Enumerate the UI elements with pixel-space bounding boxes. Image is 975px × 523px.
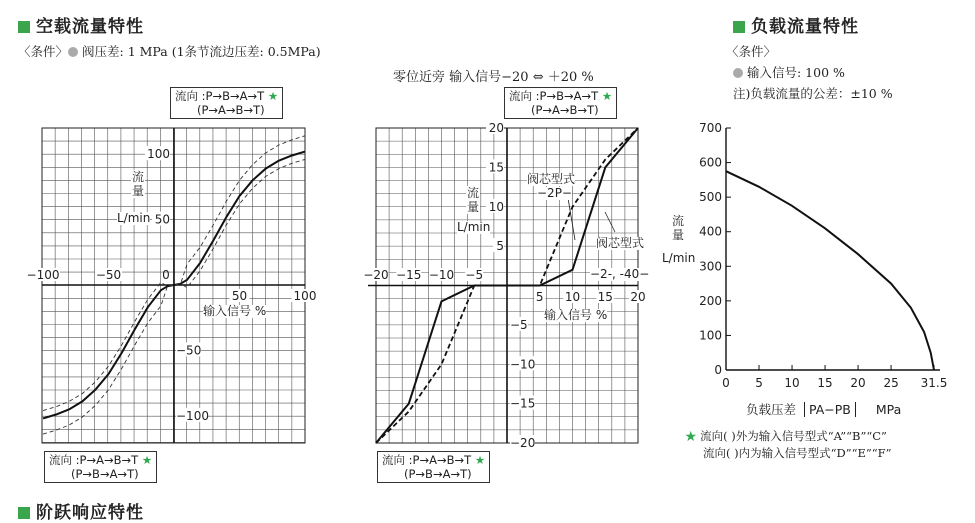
chart3-y-tick-label: 400	[699, 224, 722, 239]
star-icon: ★	[267, 89, 279, 103]
chart3-y-tick-label: 600	[699, 155, 722, 170]
chart3-x-axis-label: 负载压差 PA−PB MPa	[746, 402, 902, 417]
no-load-conditions: 〈条件〉 阀压差: 1 MPa (1条节流边压差: 0.5MPa)	[18, 44, 321, 59]
chart1-x-tick-label: −100	[26, 268, 60, 282]
chart2-x-tick-label: −10	[428, 268, 455, 282]
chart2-y-tick-label: −10	[510, 357, 536, 372]
chart2-x-tick-label: −15	[396, 268, 422, 282]
chart3-series-line	[726, 171, 934, 370]
chart2-input-signal-label: 输入信号 %	[544, 308, 608, 322]
chart3-flow-unit: L/min	[662, 251, 696, 265]
chart1-y-tick-label: 100	[147, 147, 170, 162]
chart3-y-tick-label: 500	[699, 190, 722, 205]
chart2-x-tick-label: 5	[535, 290, 544, 304]
section-title-load: 负载流量特性	[733, 12, 859, 37]
section-title-step-response: 阶跃响应特性	[18, 498, 144, 523]
chart1-y-tick-label: −50	[176, 343, 202, 358]
load-conditions-label: 〈条件〉	[726, 44, 777, 59]
chart3-note-2: 流向( )内为输入信号型式“D”“E”“F”	[703, 446, 892, 460]
load-condition-2: 注)负载流量的公差：±10 %	[733, 86, 893, 101]
star-icon: ★	[141, 453, 153, 467]
section-title-no-load: 空载流量特性	[18, 12, 144, 37]
chart1-x-tick-label: 50	[231, 289, 248, 303]
chart2-y-tick-label: 10	[488, 199, 504, 214]
chart3-x-tick-label: 15	[817, 376, 833, 390]
chart1-flow-box-bottom: 流向 :P→A→B→T ★ (P→B→A→T)	[44, 451, 157, 483]
star-icon: ★	[474, 453, 486, 467]
chart2-y-tick-label: 20	[488, 121, 504, 135]
star-icon: ★	[685, 429, 697, 443]
chart3-x-tick-label: 31.5	[920, 376, 948, 390]
chart3-y-tick-label: 700	[699, 121, 722, 135]
chart2-spool-2-40-label: −2-, -40−	[590, 267, 650, 281]
chart1-y-tick-label: 50	[154, 212, 170, 227]
chart3-plot	[699, 121, 947, 390]
chart2-leader-2-40	[605, 212, 615, 232]
chart2-header: 零位近旁 输入信号−20 ⇔ ＋20 %	[393, 70, 594, 85]
chart2-flow-unit: L/min	[457, 220, 491, 234]
chart3-x-tick-label: 10	[784, 376, 800, 390]
chart2-flow-label: 流 量	[466, 186, 479, 214]
chart2-y-tick-label: −5	[510, 317, 528, 332]
chart2-y-tick-label: 15	[488, 160, 504, 175]
chart2-spool-2p-label: −2P−	[537, 186, 572, 200]
chart3-x-tick-label: 25	[883, 376, 899, 390]
chart3-note-1: ★ 流向( )外为输入信号型式“A”“B”“C”	[685, 429, 887, 443]
chart3-flow-label: 流 量	[671, 214, 684, 242]
chart1-flow-unit: L/min	[117, 211, 151, 225]
star-icon: ★	[601, 89, 613, 103]
chart3-x-tick-label: 5	[755, 376, 763, 390]
chart3-x-tick-label: 0	[722, 376, 730, 390]
chart1-x-tick-label: 0	[162, 268, 170, 282]
chart1-x-tick-label: −50	[95, 268, 122, 282]
chart2-x-tick-label: −5	[465, 268, 484, 282]
chart2-y-tick-label: −15	[510, 396, 536, 411]
chart3-y-tick-label: 100	[699, 328, 722, 343]
chart2-x-tick-label: 20	[630, 290, 646, 304]
chart3-y-tick-label: 200	[699, 293, 722, 308]
load-condition-1: 输入信号: 100 %	[733, 63, 845, 81]
chart2-x-tick-label: −20	[363, 268, 389, 282]
chart3-y-tick-label: 0	[714, 363, 722, 377]
chart2-spool-type-label-2: 阀芯型式	[596, 236, 645, 250]
chart3-y-tick-label: 300	[699, 259, 722, 274]
chart1-x-tick-label: 100	[293, 289, 317, 303]
chart1-y-tick-label: −100	[176, 408, 209, 423]
chart2-y-tick-label: 5	[496, 239, 504, 254]
chart2-x-tick-label: 10	[564, 290, 581, 304]
chart3-dp-formula: PA−PB	[804, 402, 856, 417]
chart2-flow-box-bottom: 流向 :P→A→B→T ★ (P→B→A→T)	[377, 451, 490, 483]
chart1-input-signal-label: 输入信号 %	[203, 304, 267, 318]
chart2-flow-box-top: 流向 :P→B→A→T ★ (P→A→B→T)	[504, 87, 617, 119]
chart1-flow-label: 流 量	[131, 170, 144, 198]
chart2-y-tick-label: −20	[510, 436, 536, 450]
chart3-x-tick-label: 20	[850, 376, 866, 390]
chart1-flow-box-top: 流向 :P→B→A→T ★ (P→A→B→T)	[170, 87, 283, 119]
chart2-spool-type-label-1: 阀芯型式	[527, 172, 576, 186]
chart2-x-tick-label: 15	[597, 290, 613, 304]
